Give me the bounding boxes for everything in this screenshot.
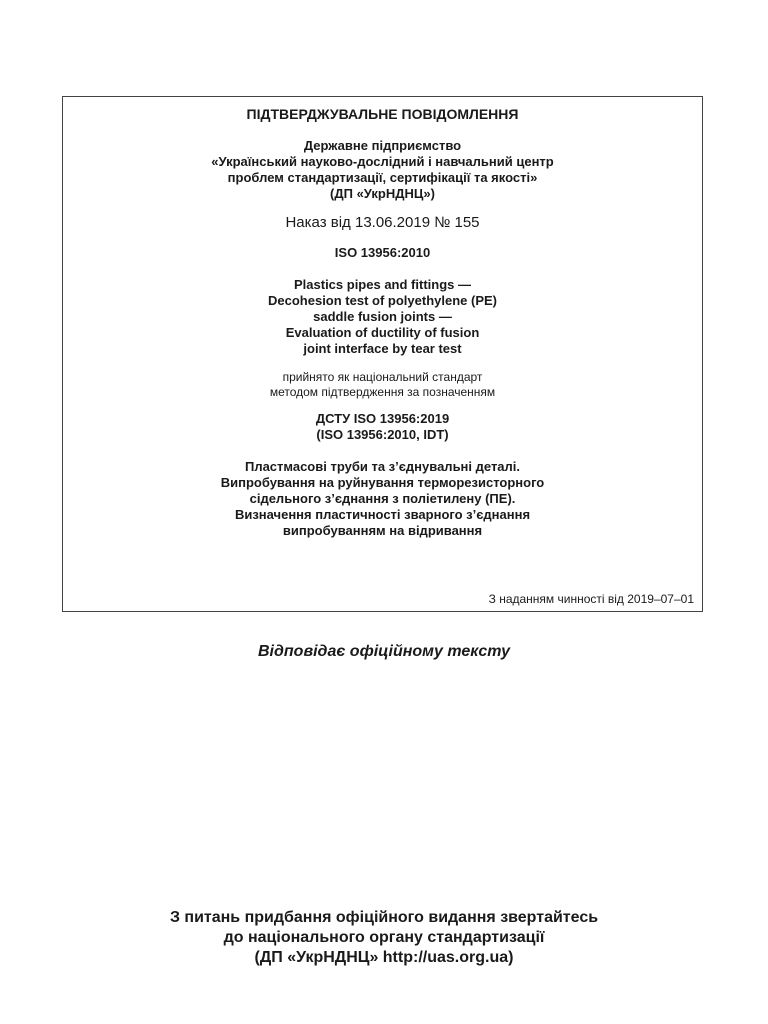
confirmation-notice-box (62, 96, 703, 612)
english-title-line: joint interface by tear test (303, 341, 462, 356)
english-title-line: Evaluation of ductility of fusion (285, 325, 480, 340)
org-line: «Український науково-дослідний і навчальний центр (211, 154, 554, 169)
contact-line: до національного органу стандартизації (223, 929, 545, 946)
org-line: Державне підприємство (303, 138, 462, 153)
effective-date: З наданням чинності від 2019–07–01 (488, 592, 694, 606)
english-title-line: Plastics pipes and fittings — (294, 277, 471, 292)
adoption-note: методом підтвердження за позначенням (269, 385, 496, 399)
contact-line: З питань придбання офіційного видання звертайтесь (169, 909, 599, 926)
iso-code: ISO 13956:2010 (334, 245, 431, 260)
ukrainian-title-line: сідельного з’єднання з поліетилену (ПЕ). (249, 491, 516, 506)
ukrainian-title-line: випробуванням на відривання (282, 523, 483, 538)
dstu-code: ДСТУ ISO 13956:2019 (315, 411, 450, 426)
english-title-line: saddle fusion joints — (313, 309, 452, 324)
notice-heading: ПІДТВЕРДЖУВАЛЬНЕ ПОВІДОМЛЕННЯ (246, 106, 519, 122)
dstu-idt: (ISO 13956:2010, IDT) (316, 427, 449, 442)
ukrainian-title-line: Випробування на руйнування терморезисторного (220, 475, 545, 490)
ukrainian-title-line: Визначення пластичності зварного з’єднання (234, 507, 531, 522)
org-line: (ДП «УкрНДНЦ») (330, 186, 435, 201)
official-text-note: Відповідає офіційному тексту (258, 643, 510, 660)
adoption-note: прийнято як національний стандарт (282, 370, 483, 384)
ukrainian-title-line: Пластмасові труби та з’єднувальні деталі. (244, 459, 521, 474)
order-reference: Наказ від 13.06.2019 № 155 (285, 214, 480, 231)
org-line: проблем стандартизації, сертифікації та якості» (227, 170, 538, 185)
english-title-line: Decohesion test of polyethylene (PE) (268, 293, 497, 308)
contact-line: (ДП «УкрНДНЦ» http://uas.org.ua) (254, 949, 514, 966)
